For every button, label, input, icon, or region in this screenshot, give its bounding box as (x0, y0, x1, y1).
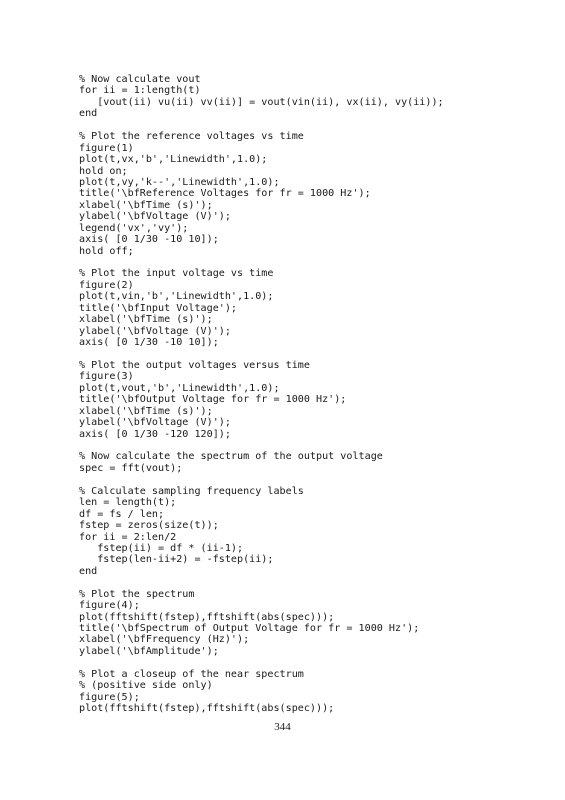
code-comment-line: % Plot the reference voltages vs time (79, 131, 304, 143)
code-line: axis( [0 1/30 -120 120]); (79, 428, 231, 440)
page-number: 344 (274, 721, 291, 733)
code-line: hold on; (79, 165, 128, 177)
code-line: end (79, 108, 98, 120)
code-line: spec = fft(vout); (79, 462, 183, 474)
code-line: figure(3) (79, 371, 134, 383)
code-line: title('\bfSpectrum of Output Voltage for fr = 1000 Hz'); (79, 623, 420, 634)
code-line: fstep(len-ii+2) = -fstep(ii); (79, 554, 274, 566)
blank-line (79, 440, 444, 451)
code-comment-line: % Now calculate the spectrum of the output voltage (79, 451, 383, 463)
code-line: hold off; (79, 245, 134, 257)
code-comment-line: % Plot the spectrum (79, 588, 195, 600)
code-line: figure(5); (79, 691, 140, 703)
blank-line (79, 257, 444, 268)
code-line: end (79, 565, 98, 577)
code-comment-line: % Now calculate vout (79, 74, 201, 85)
code-line: plot(t,vin,'b','Linewidth',1.0); (79, 291, 274, 303)
code-line: title('\bfInput Voltage'); (79, 302, 238, 314)
code-line: figure(4); (79, 600, 140, 612)
code-line: title('\bfReference Voltages for fr = 1000 Hz'); (79, 188, 371, 200)
code-line: df = fs / len; (79, 508, 165, 520)
code-listing (79, 74, 444, 715)
code-line: xlabel('\bfTime (s)'); (79, 199, 213, 211)
blank-line (79, 657, 444, 668)
code-line: fstep(ii) = df * (ii-1); (79, 542, 244, 554)
code-line: title('\bfOutput Voltage for fr = 1000 Hz'); (79, 394, 347, 406)
blank-line (79, 120, 444, 131)
code-line: axis( [0 1/30 -10 10]); (79, 234, 219, 246)
code-line: ylabel('\bfVoltage (V)'); (79, 325, 231, 337)
blank-line (79, 577, 444, 588)
code-line: plot(t,vy,'k--','Linewidth',1.0); (79, 176, 280, 188)
code-comment-line: % Plot the output voltages versus time (79, 359, 310, 371)
code-line: ylabel('\bfAmplitude'); (79, 645, 219, 657)
code-comment-line: % (positive side only) (79, 680, 213, 692)
code-line: len = length(t); (79, 497, 177, 509)
code-line: plot(t,vx,'b','Linewidth',1.0); (79, 154, 268, 166)
code-line: fstep = zeros(size(t)); (79, 520, 219, 532)
code-line: plot(fftshift(fstep),fftshift(abs(spec))); (79, 611, 335, 623)
code-comment-line: % Plot the input voltage vs time (79, 268, 274, 280)
code-line: legend('vx','vy'); (79, 222, 189, 234)
code-line: ylabel('\bfVoltage (V)'); (79, 417, 231, 429)
code-line: plot(fftshift(fstep),fftshift(abs(spec))); (79, 703, 335, 715)
code-line: axis( [0 1/30 -10 10]); (79, 337, 219, 349)
code-comment-line: % Calculate sampling frequency labels (79, 485, 304, 497)
code-line: figure(2) (79, 279, 134, 291)
code-line: xlabel('\bfFrequency (Hz)'); (79, 634, 250, 646)
code-line: figure(1) (79, 142, 134, 154)
blank-line (79, 474, 444, 485)
code-comment-line: % Plot a closeup of the near spectrum (79, 668, 304, 680)
code-line: xlabel('\bfTime (s)'); (79, 314, 213, 326)
code-line: for ii = 1:length(t) (79, 85, 201, 97)
code-line: for ii = 2:len/2 (79, 531, 177, 543)
blank-line (79, 349, 444, 360)
code-line: plot(t,vout,'b','Linewidth',1.0); (79, 382, 280, 394)
code-line: ylabel('\bfVoltage (V)'); (79, 211, 231, 223)
code-line: [vout(ii) vu(ii) vv(ii)] = vout(vin(ii), vx(ii), vy(ii)); (79, 96, 444, 108)
code-line: xlabel('\bfTime (s)'); (79, 405, 213, 417)
